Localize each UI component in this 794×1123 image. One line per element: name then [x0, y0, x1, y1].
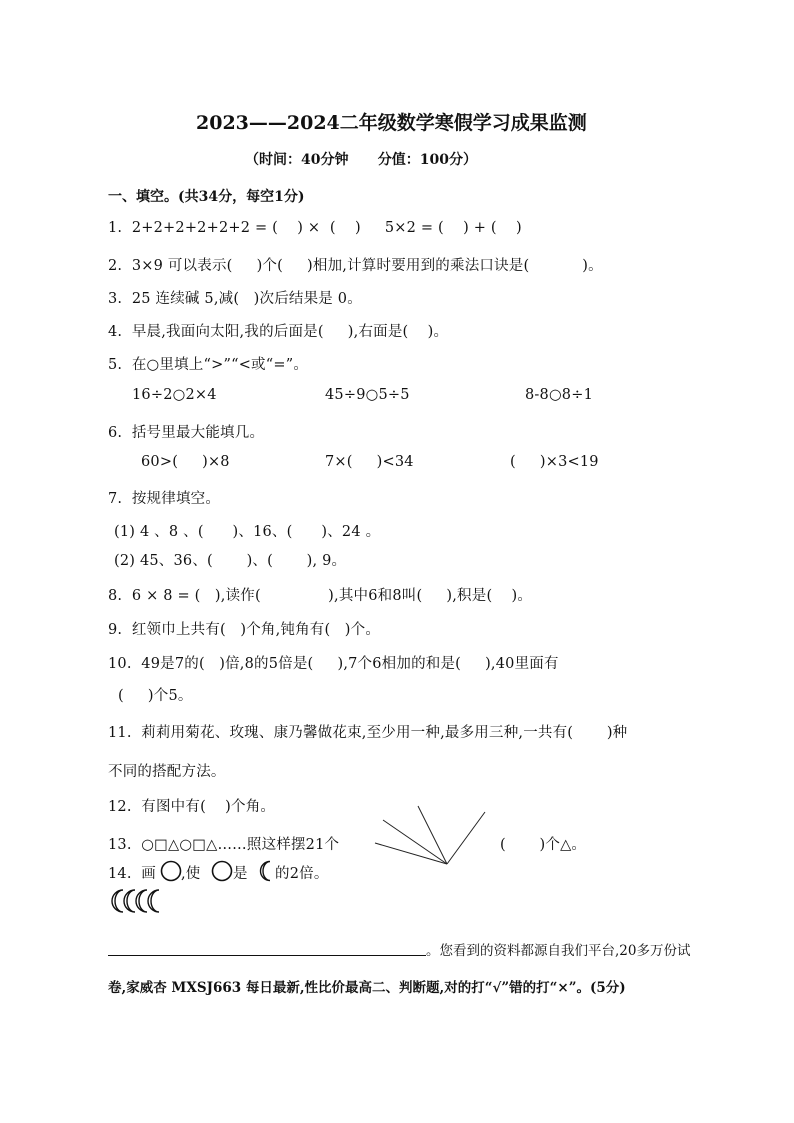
- question-2: 2. 3×9 可以表示( )个( )相加,计算时要用到的乘法口诀是( )。: [108, 258, 603, 274]
- crescent-moon-icon: [136, 890, 147, 912]
- angle-figure: [373, 800, 493, 880]
- question-6-item-b: 7×( )<34: [325, 454, 414, 470]
- crescent-moon-icon: [112, 890, 123, 912]
- question-4: 4. 早晨,我面向太阳,我的后面是( ),右面是( )。: [108, 324, 449, 340]
- question-1: 1. 2+2+2+2+2+2 = ( ) × ( ) 5×2 = ( ) + ( ): [108, 220, 522, 236]
- question-14-prefix: 14. 画: [108, 866, 156, 882]
- question-11-line-1: 11. 莉莉用菊花、玫瑰、康乃馨做花束,至少用一种,最多用三种,一共有( )种: [108, 725, 628, 741]
- question-8: 8. 6 × 8 = ( ),读作( ),其中6和8叫( ),积是( )。: [108, 588, 533, 604]
- question-13-answer: ( )个△。: [500, 837, 587, 853]
- footer-underline: [108, 955, 426, 956]
- crescent-moons-row: [110, 888, 170, 914]
- question-5-item-c: 8-8○8÷1: [525, 387, 594, 403]
- page-title: 2023——2024二年级数学寒假学习成果监测: [196, 112, 587, 134]
- question-7: 7. 按规律填空。: [108, 491, 221, 507]
- question-5-item-a: 16÷2○2×4: [132, 387, 217, 403]
- circle-icon: [160, 860, 182, 882]
- question-10-line-2: ( )个5。: [118, 688, 193, 704]
- footer-line-1: 。您看到的资料都源自我们平台,20多万份试: [426, 943, 691, 959]
- subtitle: （时间：40分钟 分值：100分）: [245, 152, 477, 168]
- crescent-moon-icon: [257, 860, 275, 882]
- question-7-sequence-2: (2) 45、36、( )、( ), 9。: [114, 553, 347, 569]
- question-13: 13. ○□△○□△……照这样摆21个: [108, 837, 340, 853]
- question-14-suffix: 的2倍。: [275, 866, 329, 882]
- footer-line-2: 卷,家威杏 MXSJ663 每日最新,性比价最高二、判断题,对的打“√”错的打“×”。(5分): [108, 980, 626, 996]
- ray-4: [447, 812, 485, 864]
- question-14-is: 是: [233, 866, 248, 882]
- question-6-item-c: ( )×3<19: [510, 454, 599, 470]
- question-3: 3. 25 连续碱 5,减( )次后结果是 0。: [108, 291, 362, 307]
- question-5: 5. 在○里填上“>”“<或“=”。: [108, 357, 309, 373]
- question-6-item-a: 60>( )×8: [141, 454, 230, 470]
- question-7-sequence-1: (1) 4 、8 、( )、16、( )、24 。: [114, 524, 381, 540]
- crescent-moon-icon: [124, 890, 135, 912]
- crescent-moon-icon: [148, 890, 159, 912]
- ray-1: [375, 843, 447, 864]
- ray-3: [418, 806, 447, 864]
- ray-2: [383, 820, 447, 864]
- question-11-line-2: 不同的搭配方法。: [108, 764, 226, 780]
- question-10-line-1: 10. 49是7的( )倍,8的5倍是( ),7个6相加的和是( ),40里面有: [108, 656, 559, 672]
- section-heading-fill-blank: 一、填空。(共34分，每空1分): [108, 189, 305, 205]
- question-12: 12. 有图中有( )个角。: [108, 799, 276, 815]
- question-5-item-b: 45÷9○5÷5: [325, 387, 410, 403]
- circle-icon: [211, 860, 233, 882]
- question-6: 6. 括号里最大能填几。: [108, 425, 265, 441]
- question-9: 9. 红领巾上共有( )个角,钝角有( )个。: [108, 622, 381, 638]
- question-14-middle: ,使: [181, 866, 201, 882]
